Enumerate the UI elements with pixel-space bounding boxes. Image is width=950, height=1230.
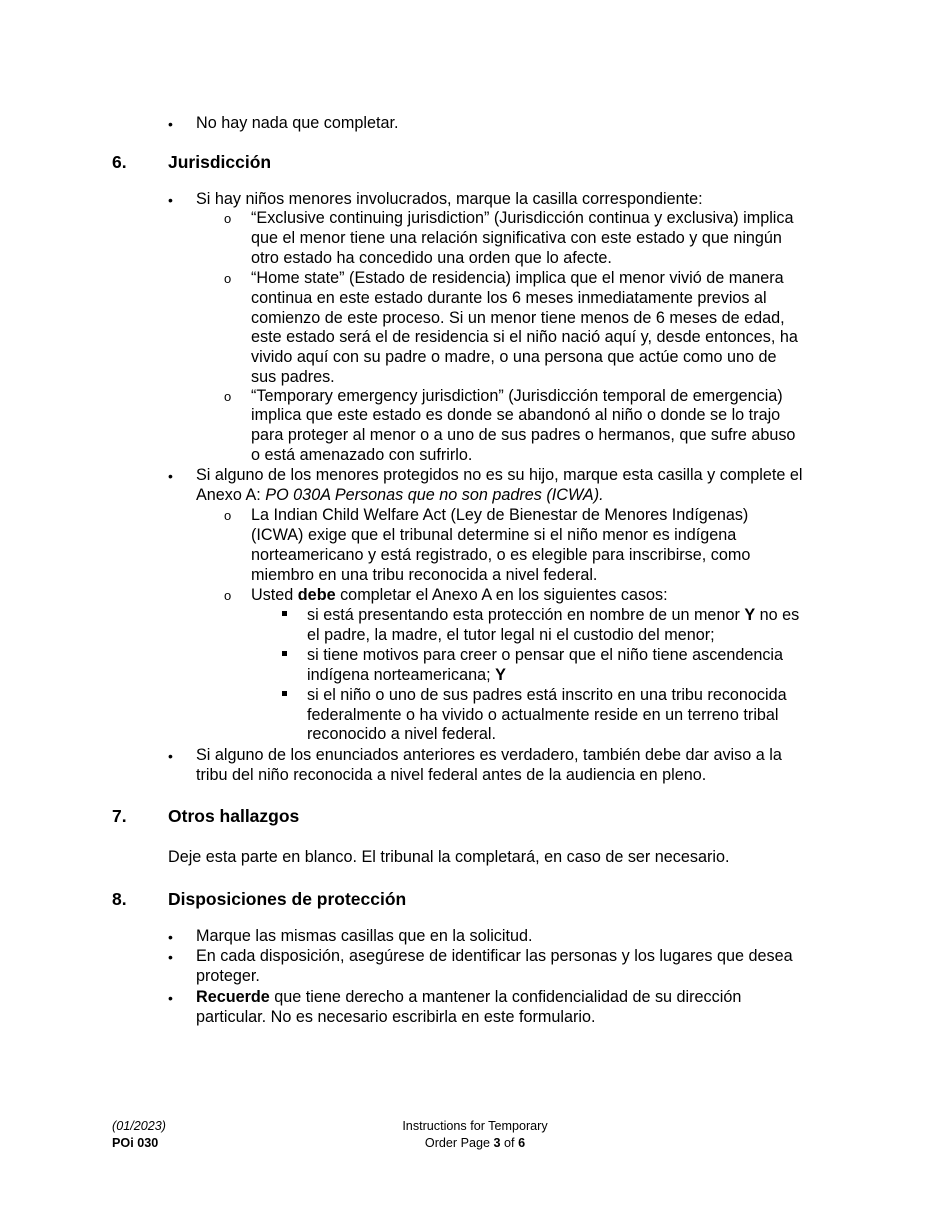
- footer-title: Instructions for Temporary: [402, 1119, 548, 1133]
- s6-icwa-line: norteamericano y está registrado, o es elegible para inscribirse, como: [251, 546, 751, 564]
- s6-case1-line1: si está presentando esta protección en nombre de un menor Y no es: [307, 606, 800, 624]
- circle-bullet-icon: o: [224, 271, 232, 286]
- s6-sub3-line: o está amenazado con sufrirlo.: [251, 446, 473, 464]
- s6-bullet-3-line: Si alguno de los enunciados anteriores es verdadero, también debe dar aviso a la: [196, 746, 782, 764]
- s6-bullet-1: Si hay niños menores involucrados, marque la casilla correspondiente:: [196, 190, 703, 208]
- s6-sub2-line: “Home state” (Estado de residencia) implica que el menor vivió de manera: [251, 269, 784, 287]
- bullet-icon: •: [168, 748, 173, 764]
- s6-sub3-line: implica que este estado es donde se abandonó al niño o donde se lo trajo: [251, 406, 781, 424]
- s6-sub2-line: este estado será el de residencia si el niño nació aquí y, desde entonces, ha: [251, 328, 798, 346]
- s6-sub1-line: que el menor tiene una relación significativa con este estado y que ningún: [251, 229, 782, 247]
- s8-bullet-2-line: En cada disposición, asegúrese de identificar las personas y los lugares que desea: [196, 947, 793, 965]
- total-pages: 6: [518, 1136, 526, 1150]
- s8-bullet-1: Marque las mismas casillas que en la solicitud.: [196, 927, 533, 945]
- section-7-title: Otros hallazgos: [168, 806, 300, 826]
- s7-text: Deje esta parte en blanco. El tribunal la completará, en caso de ser necesario.: [168, 848, 730, 866]
- circle-bullet-icon: o: [224, 389, 232, 404]
- intro-text: No hay nada que completar.: [196, 114, 399, 132]
- s6-sub1-line: “Exclusive continuing jurisdiction” (Jurisdicción continua y exclusiva) implica: [251, 209, 794, 227]
- footer-form-id: POi 030: [112, 1136, 159, 1150]
- section-6-title: Jurisdicción: [168, 152, 272, 172]
- annex-a-form-name: PO 030A Personas que no son padres (ICWA).: [265, 486, 604, 504]
- bullet-icon: •: [168, 116, 173, 132]
- s6-sub2-line: comienzo de este proceso. Si un menor tiene menos de 6 meses de edad,: [251, 309, 785, 327]
- bullet-icon: •: [168, 192, 173, 208]
- s6-case2-line2: indígena norteamericana; Y: [307, 666, 506, 684]
- s6-must-line: Usted debe completar el Anexo A en los siguientes casos:: [251, 586, 668, 604]
- circle-bullet-icon: o: [224, 211, 232, 226]
- section-8-number: 8.: [112, 889, 127, 909]
- section-8-title: Disposiciones de protección: [168, 889, 407, 909]
- s6-case2-line1: si tiene motivos para creer o pensar que el niño tiene ascendencia: [307, 646, 784, 664]
- s6-icwa-line: (ICWA) exige que el tribunal determine si el niño menor es indígena: [251, 526, 737, 544]
- s6-case3-line: reconocido a nivel federal.: [307, 725, 496, 743]
- bullet-icon: •: [168, 929, 173, 945]
- s6-sub2-line: sus padres.: [251, 368, 335, 386]
- s8-bullet-2-line: proteger.: [196, 967, 260, 985]
- bullet-icon: •: [168, 468, 173, 484]
- square-bullet-icon: [282, 691, 287, 696]
- section-6-number: 6.: [112, 152, 127, 172]
- s6-icwa-line: miembro en una tribu reconocida a nivel federal.: [251, 566, 598, 584]
- s6-icwa-line: La Indian Child Welfare Act (Ley de Bienestar de Menores Indígenas): [251, 506, 749, 524]
- s6-bullet-2-line1: Si alguno de los menores protegidos no es su hijo, marque esta casilla y complete el: [196, 466, 803, 484]
- footer-date: (01/2023): [112, 1119, 166, 1133]
- s8-bullet-3-line2: particular. No es necesario escribirla en este formulario.: [196, 1008, 596, 1026]
- bullet-icon: •: [168, 990, 173, 1006]
- s6-bullet-2-line2: Anexo A: PO 030A Personas que no son padres (ICWA).: [196, 486, 604, 504]
- s6-case1-line2: el padre, la madre, el tutor legal ni el custodio del menor;: [307, 626, 715, 644]
- current-page: 3: [493, 1136, 501, 1150]
- s8-bullet-3-line1: Recuerde que tiene derecho a mantener la confidencialidad de su dirección: [196, 988, 742, 1006]
- section-7-number: 7.: [112, 806, 127, 826]
- s6-bullet-3-line: tribu del niño reconocida a nivel federal antes de la audiencia en pleno.: [196, 766, 707, 784]
- square-bullet-icon: [282, 651, 287, 656]
- footer-page-info: Order Page 3 of 6: [424, 1136, 526, 1150]
- square-bullet-icon: [282, 611, 287, 616]
- circle-bullet-icon: o: [224, 508, 232, 523]
- bullet-icon: •: [168, 949, 173, 965]
- circle-bullet-icon: o: [224, 588, 232, 603]
- s6-sub2-line: continua en este estado durante los 6 meses inmediatamente previos al: [251, 289, 767, 307]
- s6-case3-line: federalmente o ha vivido o actualmente reside en un terreno tribal: [307, 706, 779, 724]
- s6-sub1-line: otro estado ha concedido una orden que lo afecte.: [251, 249, 612, 267]
- s6-sub3-line: “Temporary emergency jurisdiction” (Jurisdicción temporal de emergencia): [251, 387, 783, 405]
- s6-case3-line: si el niño o uno de sus padres está inscrito en una tribu reconocida: [307, 686, 787, 704]
- s6-sub2-line: vivido aquí con su padre o madre, o una persona que actúe como uno de: [251, 348, 777, 366]
- s6-sub3-line: para proteger al menor o a uno de sus padres o hermanos, que sufre abuso: [251, 426, 796, 444]
